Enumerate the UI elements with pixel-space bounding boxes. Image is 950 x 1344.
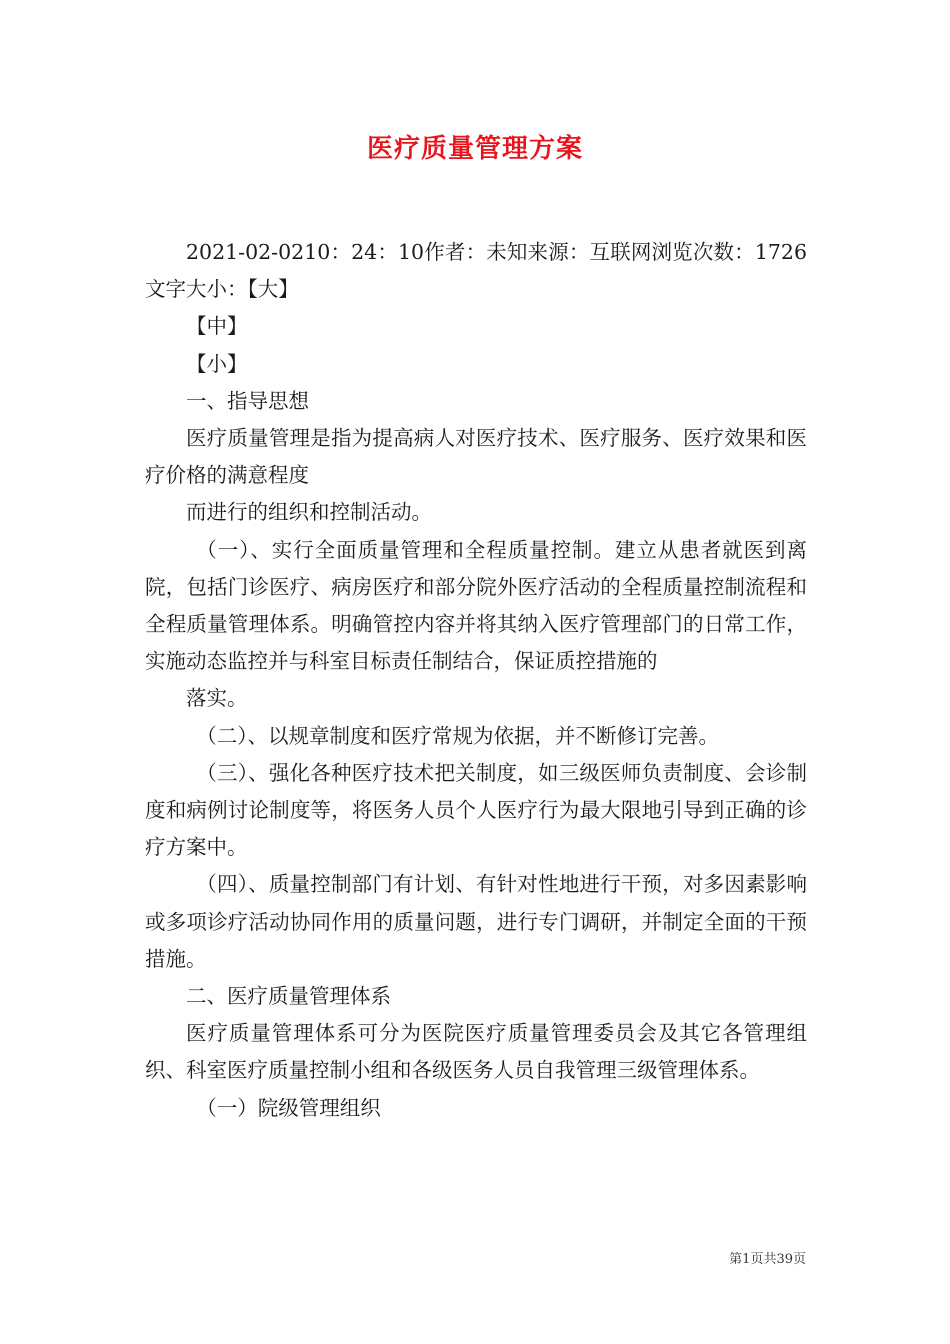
paragraph: （三）、强化各种医疗技术把关制度，如三级医师负责制度、会诊制度和病例讨论制度等，将医务人员个人医疗行为最大限地引导到正确的诊疗方案中。 [145,760,807,860]
paragraph: （四）、质量控制部门有计划、有针对性地进行干预，对多因素影响或多项诊疗活动协同作用的质量问题，进行专门调研，并制定全面的干预措施。 [145,872,807,971]
paragraph: 落实。 [186,686,248,711]
page-number-footer: 第1页共39页 [729,1252,806,1267]
font-size-small-link[interactable]: 【小】 [186,351,248,376]
paragraph: 医疗质量管理是指为提高病人对医疗技术、医疗服务、医疗效果和医疗价格的满意程度 [145,426,807,488]
paragraph: （二）、以规章制度和医疗常规为依据，并不断修订完善。 [196,723,719,748]
meta-paragraph: 2021-02-0210：24：10作者：未知来源：互联网浏览次数：1726文字大小：【大】 [145,240,807,302]
paragraph: 而进行的组织和控制活动。 [186,500,432,525]
paragraph: （一）、实行全面质量管理和全程质量控制。建立从患者就医到离院，包括门诊医疗、病房医疗和部分院外医疗活动的全程质量控制流程和全程质量管理体系。明确管控内容并将其纳入医疗管理部门的日常工作，实施动态监控并与科室目标责任制结合，保证质控措施的 [145,537,807,674]
section-heading-2: 二、医疗质量管理体系 [186,984,391,1009]
page-title: 医疗质量管理方案 [366,134,583,164]
document-body [145,234,807,1127]
subsection-heading: （一）院级管理组织 [196,1095,381,1120]
font-size-medium-link[interactable]: 【中】 [186,314,248,339]
section-heading-1: 一、指导思想 [186,388,309,413]
paragraph: 医疗质量管理体系可分为医院医疗质量管理委员会及其它各管理组织、科室医疗质量控制小组和各级医务人员自我管理三级管理体系。 [145,1021,807,1083]
